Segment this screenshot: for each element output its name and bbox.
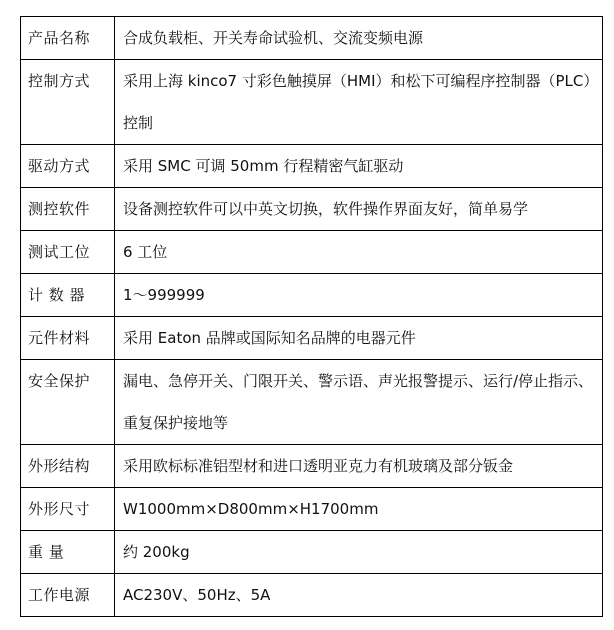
row-value-counter: 1～999999: [115, 274, 603, 317]
table-row: [21, 274, 603, 317]
row-value-weight: 约 200kg: [115, 531, 603, 574]
row-label-drive-mode: 驱动方式: [21, 145, 115, 188]
row-label-product-name: 产品名称: [21, 17, 115, 60]
row-value-safety: 漏电、急停开关、门限开关、警示语、声光报警提示、运行/停止指示、重复保护接地等: [115, 360, 603, 445]
table-row: [21, 17, 603, 60]
row-label-stations: 测试工位: [21, 231, 115, 274]
table-row: [21, 531, 603, 574]
row-label-power: 工作电源: [21, 574, 115, 617]
row-value-components: 采用 Eaton 品牌或国际知名品牌的电器元件: [115, 317, 603, 360]
row-value-power: AC230V、50Hz、5A: [115, 574, 603, 617]
table-row: [21, 574, 603, 617]
table-row: [21, 145, 603, 188]
row-label-software: 测控软件: [21, 188, 115, 231]
table-row: [21, 445, 603, 488]
row-value-dimensions: W1000mm×D800mm×H1700mm: [115, 488, 603, 531]
row-value-drive-mode: 采用 SMC 可调 50mm 行程精密气缸驱动: [115, 145, 603, 188]
row-label-control-mode: 控制方式: [21, 60, 115, 145]
table-row: [21, 60, 603, 145]
table-row: [21, 488, 603, 531]
table-row: [21, 317, 603, 360]
row-label-dimensions: 外形尺寸: [21, 488, 115, 531]
table-row: [21, 188, 603, 231]
row-label-counter: 计 数 器: [21, 274, 115, 317]
row-value-product-name: 合成负载柜、开关寿命试验机、交流变频电源: [115, 17, 603, 60]
row-label-safety: 安全保护: [21, 360, 115, 445]
row-label-weight: 重 量: [21, 531, 115, 574]
row-value-structure: 采用欧标标准铝型材和进口透明亚克力有机玻璃及部分钣金: [115, 445, 603, 488]
row-value-stations: 6 工位: [115, 231, 603, 274]
row-value-software: 设备测控软件可以中英文切换，软件操作界面友好，简单易学: [115, 188, 603, 231]
table-row: [21, 360, 603, 445]
row-label-components: 元件材料: [21, 317, 115, 360]
table-row: [21, 231, 603, 274]
row-label-structure: 外形结构: [21, 445, 115, 488]
spec-table: [20, 16, 603, 617]
row-value-control-mode: 采用上海 kinco7 寸彩色触摸屏（HMI）和松下可编程序控制器（PLC）控制: [115, 60, 603, 145]
